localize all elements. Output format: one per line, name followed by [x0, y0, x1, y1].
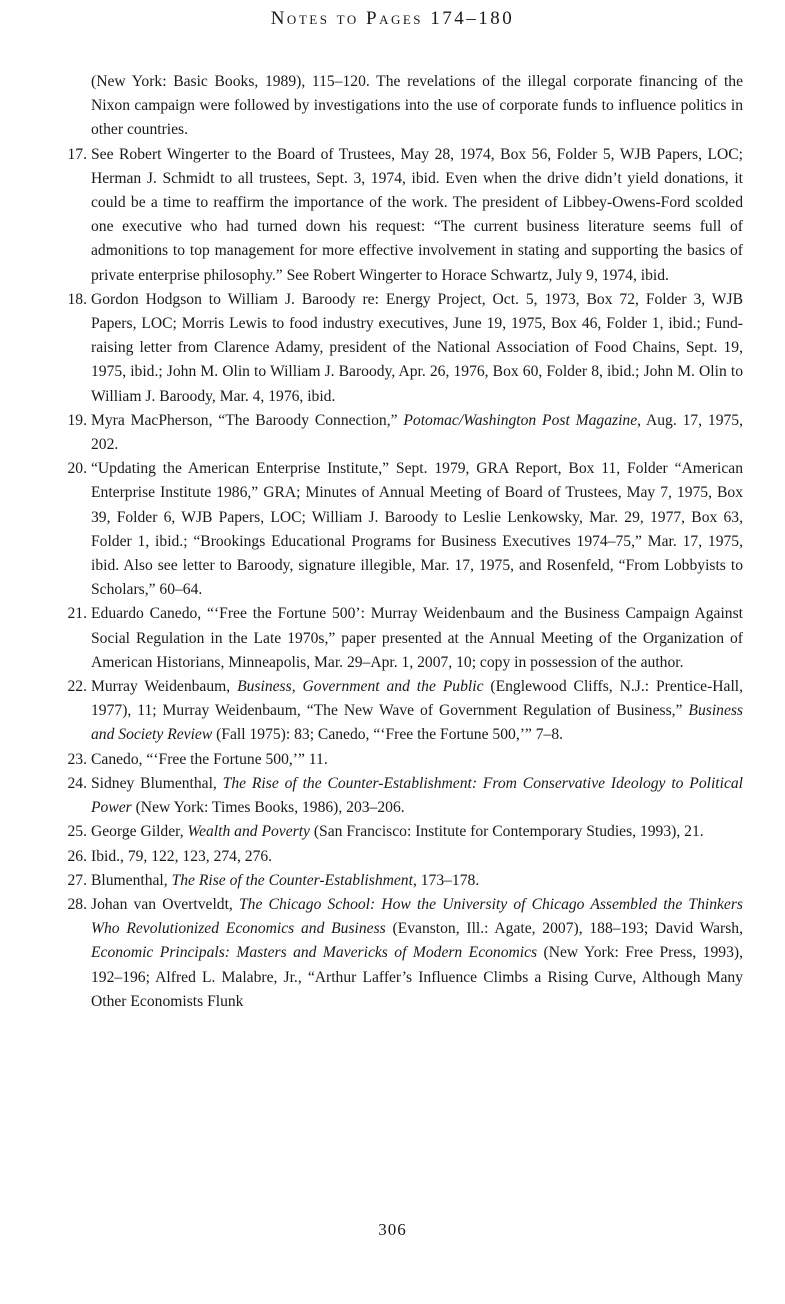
note-text: [91, 678, 743, 743]
note-number: 27.: [67, 871, 87, 889]
note-text: [91, 823, 704, 840]
note-text-segment: (Evanston, Ill.: Agate, 2007), 188–193; David Warsh,: [385, 920, 743, 938]
note-number: 28.: [67, 895, 87, 913]
note-title-italic: The Rise of the Counter-Establishment: From Conservative Ideology to Political Power: [91, 774, 743, 817]
note-number: 18.: [67, 290, 87, 308]
note-number: 20.: [67, 460, 87, 478]
note-text-segment: Gordon Hodgson to William J. Baroody re: Energy Project, Oct. 5, 1973, Box 72, Folder 3, WJB Papers, LOC; Morris Lewis to food industry executives, June 19, 1975, Box 46, Folder 1, ibid.; Fund-raising letter from Clarence Adamy, president of the National Association of Food Chains, Sept. 19, 1975, ibid.; John M. Olin to William J. Baroody, Apr. 26, 1976, Box 60, Folder 8, ibid.; John M. Olin to William J. Baroody, Mar. 4, 1976, ibid.: [91, 290, 743, 405]
note-title-italic: Economic Principals: Masters and Mavericks of Modern Economics: [91, 944, 538, 962]
note-item: [50, 602, 743, 675]
note-item: [50, 820, 743, 844]
note-text-segment: Murray Weidenbaum,: [91, 678, 238, 696]
note-number: 19.: [67, 411, 87, 429]
note-title-italic: Business and Society Review: [91, 702, 743, 744]
note-text-segment: “Updating the American Enterprise Institute,” Sept. 1979, GRA Report, Box 11, Folder “American Enterprise Institute 1986,” GRA; Minutes of Annual Meeting of Board of Trustees, May 7, 1975, Box 39, Folder 6, WJB Papers, LOC; William J. Baroody to Leslie Lenkowsky, Mar. 29, 1977, Box 63, Folder 1, ibid.; “Brookings Educational Programs for Business Executives 1974–75,” Mar. 17, 1975, ibid. Also see letter to Baroody, signature illegible, Mar. 17, 1975, and Rosenfeld, “From Lobbyists to Scholars,” 60–64.: [91, 460, 743, 599]
note-item: [50, 288, 743, 409]
note-title-italic: The Rise of the Counter-Establishment: [171, 871, 413, 889]
note-text-segment: Eduardo Canedo, “‘Free the Fortune 500’: Murray Weidenbaum and the Business Campaign Against Social Regulation in the Late 1970s,” paper presented at the Annual Meeting of the Organization of American Historians, Minneapolis, Mar. 29–Apr. 1, 2007, 10; copy in possession of the author.: [91, 605, 743, 671]
note-item: [50, 143, 743, 288]
note-title-italic: Wealth and Poverty: [187, 823, 310, 841]
note-text: [91, 73, 743, 138]
note-text-segment: Myra MacPherson, “The Baroody Connection,”: [91, 411, 404, 429]
note-text-segment: , Aug. 17, 1975, 202.: [91, 411, 743, 454]
note-text-segment: (Fall 1975): 83; Canedo, “‘Free the Fortune 500,’” 7–8.: [212, 726, 564, 744]
note-number: 17.: [67, 145, 87, 163]
note-item: [50, 409, 743, 457]
note-title-italic: Potomac/Washington Post Magazine: [403, 411, 638, 429]
note-number: 21.: [67, 605, 87, 623]
note-text-segment: Sidney Blumenthal,: [91, 774, 223, 792]
note-text: [91, 460, 743, 598]
note-text-segment: George Gilder,: [91, 823, 188, 841]
note-number: 25.: [67, 823, 87, 841]
note-text-segment: (San Francisco: Institute for Contemporary Studies, 1993), 21.: [309, 823, 704, 841]
note-text-segment: (Englewood Cliffs, N.J.: Prentice-Hall, 1977), 11; Murray Weidenbaum, “The New Wave of Government Regulation of Business,”: [91, 678, 744, 720]
note-text: [91, 412, 743, 453]
note-text: [91, 605, 743, 670]
note-text: [91, 775, 743, 816]
page-number: 306: [378, 1220, 407, 1239]
running-head: Notes to Pages 174–180: [270, 8, 515, 29]
note-text-segment: Johan van Overtveldt,: [91, 895, 239, 913]
note-item: [50, 748, 743, 772]
notes-list: [50, 70, 743, 1014]
note-text-segment: , 173–178.: [412, 871, 480, 889]
note-text: [91, 848, 272, 865]
note-text-segment: Canedo, “‘Free the Fortune 500,’” 11.: [91, 750, 328, 768]
note-text: [91, 872, 479, 889]
note-item: [50, 893, 743, 1014]
note-text-segment: Ibid., 79, 122, 123, 274, 276.: [91, 847, 273, 865]
note-text-segment: (New York: Times Books, 1986), 203–206.: [131, 799, 405, 817]
note-text-segment: See Robert Wingerter to the Board of Trustees, May 28, 1974, Box 56, Folder 5, WJB Papers, LOC; Herman J. Schmidt to all trustees, Sept. 3, 1974, ibid. Even when the drive didn’t yield donations, it could be a time to reaffirm the importance of the work. The president of Libbey-Owens-Ford scolded one executive who had turned down his request: “The current business literature seems full of admonitions to top management for more effective involvement in stating and supporting the basics of private enterprise philosophy.” See Robert Wingerter to Horace Schwartz, July 9, 1974, ibid.: [91, 145, 743, 284]
note-text: [91, 751, 328, 768]
note-item: [50, 457, 743, 602]
note-text-segment: (New York: Free Press, 1993), 192–196; Alfred L. Malabre, Jr., “Arthur Laffer’s Influence Climbs a Rising Curve, Although Many Other Economists Flunk: [91, 944, 743, 1010]
note-title-italic: Business, Government and the Public: [237, 678, 484, 696]
note-item: [50, 869, 743, 893]
note-item: [50, 675, 743, 748]
note-number: 26.: [67, 847, 87, 865]
note-item: [50, 772, 743, 820]
note-text: [91, 896, 743, 1010]
note-text-segment: Blumenthal,: [91, 871, 172, 889]
note-title-italic: The Chicago School: How the University of Chicago Assembled the Thinkers Who Revolutionized Economics and Business: [91, 895, 743, 938]
note-number: 22.: [67, 678, 87, 696]
note-text: [91, 291, 743, 405]
note-number: 23.: [67, 750, 87, 768]
note-item: [50, 70, 743, 143]
note-item: [50, 845, 743, 869]
note-text: [91, 146, 743, 284]
note-text-segment: (New York: Basic Books, 1989), 115–120. The revelations of the illegal corporate financing of the Nixon campaign were followed by investigations into the use of corporate funds to influence politics in other countries.: [91, 73, 743, 139]
note-number: 24.: [67, 774, 87, 792]
